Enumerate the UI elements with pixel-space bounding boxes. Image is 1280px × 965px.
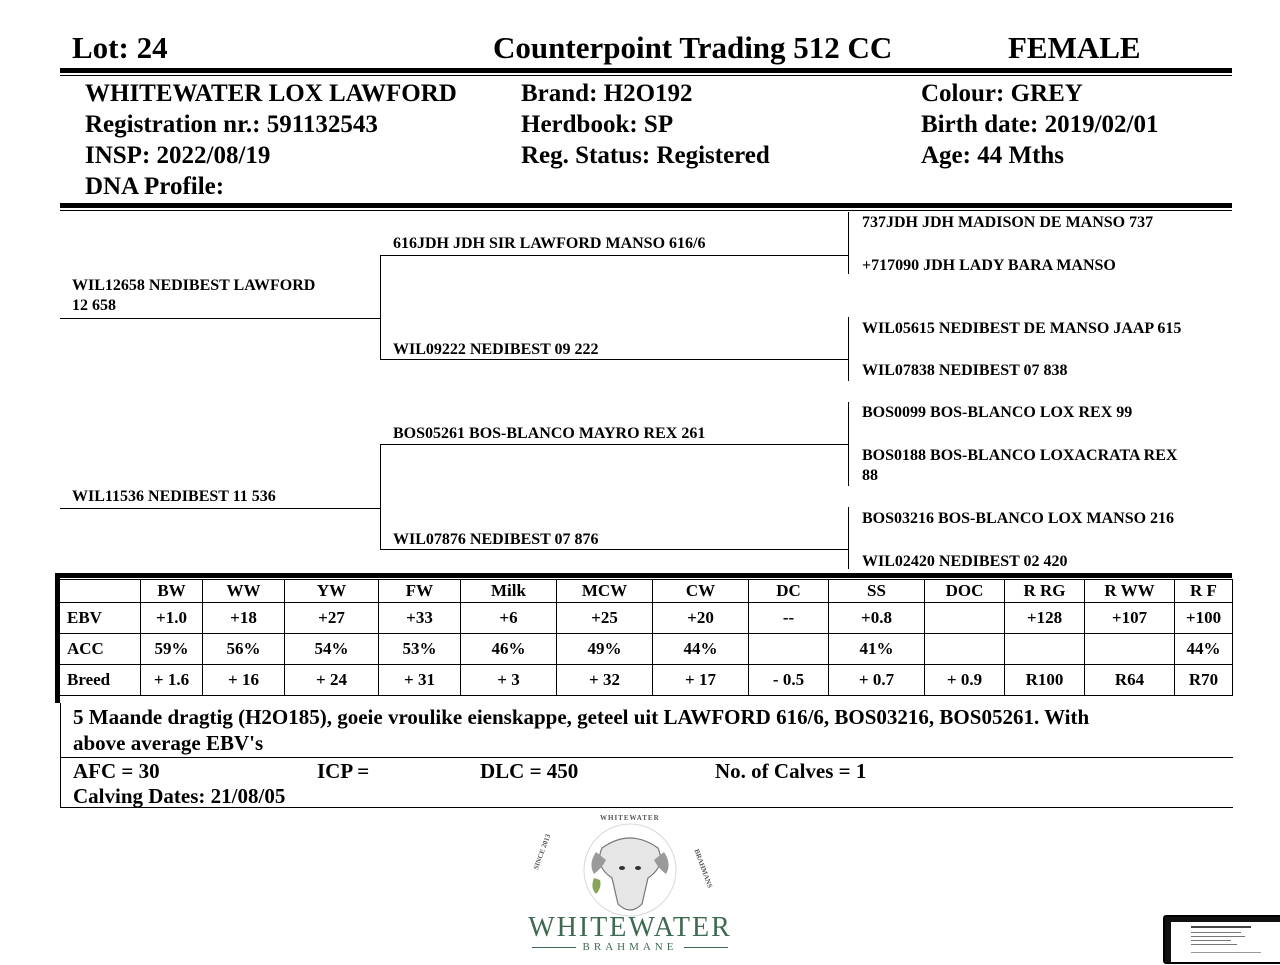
dam-sire-sire: BOS0099 BOS-BLANCO LOX REX 99 xyxy=(862,404,1133,421)
table-cell: 41% xyxy=(829,634,925,665)
info-rule xyxy=(60,203,1232,208)
table-cell: +33 xyxy=(379,603,461,634)
colour: Colour: GREY xyxy=(921,80,1083,107)
table-cell: 59% xyxy=(141,634,203,665)
table-cell: + 24 xyxy=(285,665,379,696)
header-rule-thin xyxy=(60,75,1232,76)
table-cell: + 16 xyxy=(203,665,285,696)
dam-dam: WIL07876 NEDIBEST 07 876 xyxy=(393,531,599,548)
age: Age: 44 Mths xyxy=(921,142,1065,169)
sire-sire-dam: +717090 JDH LADY BARA MANSO xyxy=(862,257,1116,274)
table-header-cell: WW xyxy=(203,580,285,603)
table-cell: +107 xyxy=(1085,603,1175,634)
fertility-box xyxy=(60,757,1233,808)
comment-line: above average EBV's xyxy=(73,731,264,755)
table-header-cell: FW xyxy=(379,580,461,603)
seller-name: Counterpoint Trading 512 CC xyxy=(493,30,893,65)
comment-line: 5 Maande dragtig (H2O185), goeie vroulike eienskappe, geteel uit LAWFORD 616/6, BOS03216, BOS05261. With xyxy=(73,705,1090,729)
table-header-cell: DC xyxy=(749,580,829,603)
dlc-value: DLC = 450 xyxy=(480,759,579,783)
table-cell: + 32 xyxy=(557,665,653,696)
sire-dam: WIL09222 NEDIBEST 09 222 xyxy=(393,341,599,358)
sire-dam-dam: WIL07838 NEDIBEST 07 838 xyxy=(862,362,1068,379)
table-header-cell: R RG xyxy=(1005,580,1085,603)
herdbook: Herdbook: SP xyxy=(521,111,674,138)
lot-number: Lot: 24 xyxy=(72,30,168,65)
table-header-cell: YW xyxy=(285,580,379,603)
table-header-cell: DOC xyxy=(925,580,1005,603)
header-rule xyxy=(60,68,1232,73)
table-cell: 44% xyxy=(1175,634,1233,665)
table-cell: + 31 xyxy=(379,665,461,696)
table-row xyxy=(59,665,1233,696)
sire-dam-sire: WIL05615 NEDIBEST DE MANSO JAAP 615 xyxy=(862,320,1182,337)
table-cell xyxy=(749,634,829,665)
table-cell: +100 xyxy=(1175,603,1233,634)
table-row xyxy=(59,634,1233,665)
table-cell: 49% xyxy=(557,634,653,665)
calves-count: No. of Calves = 1 xyxy=(715,759,867,783)
sire: WIL12658 NEDIBEST LAWFORD 12 658 xyxy=(72,277,316,314)
whitewater-logo xyxy=(510,808,750,960)
table-cell: 46% xyxy=(461,634,557,665)
dam-dam-sire: BOS03216 BOS-BLANCO LOX MANSO 216 xyxy=(862,510,1175,527)
table-cell xyxy=(925,634,1005,665)
ebv-table xyxy=(58,579,1233,696)
sex-label: FEMALE xyxy=(1008,30,1141,65)
table-cell: +25 xyxy=(557,603,653,634)
table-header-cell: R WW xyxy=(1085,580,1175,603)
sire-sire-sire: 737JDH JDH MADISON DE MANSO 737 xyxy=(862,214,1154,231)
table-cell: +27 xyxy=(285,603,379,634)
dam-sire-dam: BOS0188 BOS-BLANCO LOXACRATA REX 88 xyxy=(862,447,1178,484)
table-top-rule xyxy=(58,573,1232,578)
table-cell: +128 xyxy=(1005,603,1085,634)
table-cell: - 0.5 xyxy=(749,665,829,696)
table-cell: R70 xyxy=(1175,665,1233,696)
row-label: ACC xyxy=(59,634,141,665)
table-header-cell: SS xyxy=(829,580,925,603)
table-cell xyxy=(1005,634,1085,665)
table-cell: R64 xyxy=(1085,665,1175,696)
registration-status: Reg. Status: Registered xyxy=(521,142,770,169)
table-cell xyxy=(59,580,141,603)
table-header-cell: CW xyxy=(653,580,749,603)
table-cell: 53% xyxy=(379,634,461,665)
icp-value: ICP = xyxy=(317,759,370,783)
info-rule-thin xyxy=(60,210,1232,211)
table-cell: 54% xyxy=(285,634,379,665)
ebv-header-row xyxy=(59,580,1233,603)
row-label: EBV xyxy=(59,603,141,634)
table-cell: + 17 xyxy=(653,665,749,696)
dam: WIL11536 NEDIBEST 11 536 xyxy=(72,488,276,505)
table-header-cell: Milk xyxy=(461,580,557,603)
table-header-cell: MCW xyxy=(557,580,653,603)
comments-box xyxy=(60,703,1233,758)
table-cell: R100 xyxy=(1005,665,1085,696)
table-cell: +6 xyxy=(461,603,557,634)
table-cell xyxy=(925,603,1005,634)
afc-value: AFC = 30 xyxy=(73,759,160,783)
table-cell: 44% xyxy=(653,634,749,665)
table-header-cell: R F xyxy=(1175,580,1233,603)
table-cell: + 3 xyxy=(461,665,557,696)
logo-arc-left: SINCE 2013 xyxy=(532,833,553,871)
page-thumbnail[interactable] xyxy=(1163,915,1280,964)
table-cell: + 1.6 xyxy=(141,665,203,696)
logo-arc-top: WHITEWATER xyxy=(600,814,660,822)
inspection-date: INSP: 2022/08/19 xyxy=(85,142,271,169)
calving-dates: Calving Dates: 21/08/05 xyxy=(73,784,286,808)
table-cell: +20 xyxy=(653,603,749,634)
table-cell xyxy=(1085,634,1175,665)
dam-dam-dam: WIL02420 NEDIBEST 02 420 xyxy=(862,553,1068,570)
table-cell: +18 xyxy=(203,603,285,634)
dna-profile: DNA Profile: xyxy=(85,173,225,200)
birth-date: Birth date: 2019/02/01 xyxy=(921,111,1159,138)
table-header-cell: BW xyxy=(141,580,203,603)
dam-sire: BOS05261 BOS-BLANCO MAYRO REX 261 xyxy=(393,425,706,442)
table-cell: -- xyxy=(749,603,829,634)
table-cell: 56% xyxy=(203,634,285,665)
sire-sire: 616JDH JDH SIR LAWFORD MANSO 616/6 xyxy=(393,235,706,252)
table-cell: + 0.9 xyxy=(925,665,1005,696)
table-cell: +1.0 xyxy=(141,603,203,634)
logo-wordmark: WHITEWATER xyxy=(528,912,732,943)
animal-name: WHITEWATER LOX LAWFORD xyxy=(85,80,457,107)
logo-arc-right: BRAHMANS xyxy=(692,848,714,890)
registration-number: Registration nr.: 591132543 xyxy=(85,111,378,138)
brand: Brand: H2O192 xyxy=(521,80,693,107)
table-cell: + 0.7 xyxy=(829,665,925,696)
table-cell: +0.8 xyxy=(829,603,925,634)
row-label: Breed xyxy=(59,665,141,696)
logo-subtitle: BRAHMANE xyxy=(514,941,746,953)
table-row xyxy=(59,603,1233,634)
